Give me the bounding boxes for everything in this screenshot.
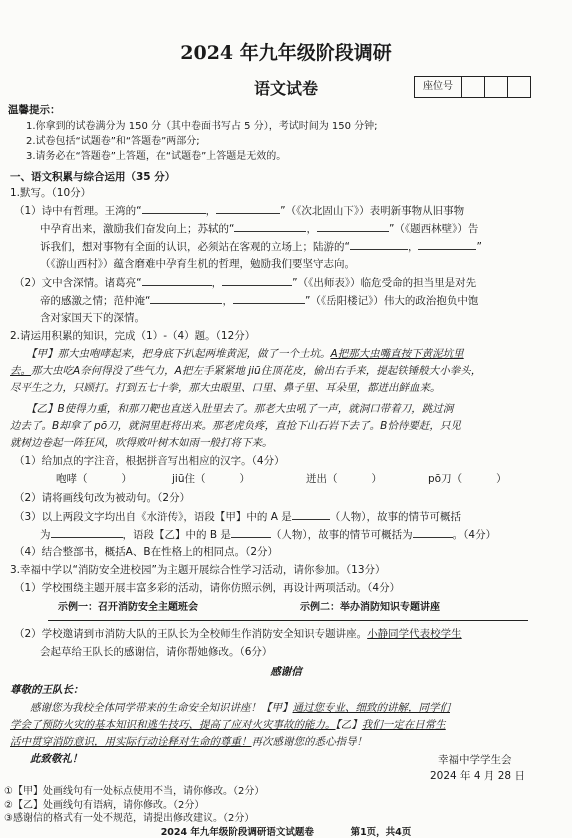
answer-blank[interactable]: [88, 471, 122, 482]
q1-2-line: [14, 274, 476, 290]
example-2: 示例二：举办消防知识专题讲座: [300, 602, 440, 613]
passage-b-line: 就树边卷起一阵狂风，吹得败叶树木如雨一般打将下来。: [10, 437, 273, 449]
answer-blank[interactable]: [317, 220, 389, 232]
answer-blank[interactable]: [142, 274, 212, 286]
page-subtitle: 语文试卷: [253, 79, 318, 98]
seat-cell: [485, 77, 508, 97]
seat-cell: [462, 77, 485, 97]
pinyin-word: jiū住（: [172, 473, 206, 485]
passage-a-text: 【甲】那大虫咆哮起来，把身底下扒起两堆黄泥，做了一个土坑。: [26, 348, 331, 360]
task-item: ②【乙】处画线句有语病，请你修改。（2分）: [4, 800, 205, 811]
question-title: 2.请运用积累的知识，完成（1）-（4）题。（12分）: [10, 330, 256, 342]
q3-1-title: （1）学校围绕主题开展丰富多彩的活动，请你仿照示例，再设计两项活动。（4分）: [14, 582, 401, 594]
answer-blank[interactable]: [350, 238, 408, 250]
passage-b-line: 【乙】B使得力重，和那刀靶也直送入肚里去了。那老大虫吼了一声，就洞口带着刀，跳过涧: [26, 403, 454, 415]
hint-item: 3.请务必在“答题卷”上答题，在“试题卷”上答题是无效的。: [26, 151, 287, 162]
q1-1-text: 中孕育出来，激励我们奋发向上；苏轼的“: [40, 223, 235, 235]
footer-page: 第1页，共4页: [350, 827, 412, 838]
example-1: 示例一：召开消防安全主题班会: [58, 602, 198, 613]
answer-blank[interactable]: [206, 471, 240, 482]
task-item: ③感谢信的格式有一处不规范，请提出修改建议。（2分）: [4, 813, 255, 824]
q1-2-text: （2）文中含深情。诸葛亮“: [14, 277, 142, 289]
q2-3-line: [14, 508, 461, 524]
paren: ）: [121, 473, 132, 485]
answer-blank[interactable]: [234, 220, 306, 232]
answer-blank[interactable]: [216, 202, 280, 214]
letter-line: [30, 700, 450, 715]
answer-blank[interactable]: [222, 274, 292, 286]
letter-line: [10, 734, 367, 749]
paren: ）: [496, 473, 507, 485]
letter-text: 【乙】: [335, 719, 362, 731]
seat-cell: [508, 77, 530, 97]
paren: ）: [239, 473, 250, 485]
q2-3-text: （人物），故事的情节可概括为: [270, 529, 413, 541]
underlined-sentence: 通过您专业、细致的讲解，同学们: [292, 702, 450, 714]
pinyin-item: [428, 471, 507, 486]
q1-1-text: ”（《题西林壁》）告: [388, 223, 479, 235]
page-title: 2024 年九年级阶段调研: [180, 42, 392, 64]
seat-label: 座位号: [415, 77, 462, 97]
q3-2-text: （2）学校邀请到市消防大队的王队长为全校师生作消防安全知识专题讲座。: [14, 628, 368, 640]
q1-1-text: ”: [476, 241, 482, 253]
answer-blank[interactable]: [418, 238, 476, 250]
q2-2: （2）请将画线句改为被动句。（2分）: [14, 492, 191, 504]
q3-2-line: 会起草给王队长的感谢信，请你帮她修改。（6分）: [40, 646, 273, 658]
q1-2-text: ”（《出师表》）临危受命的担当里是对先: [292, 277, 477, 289]
answer-blank[interactable]: [150, 292, 222, 304]
answer-blank[interactable]: [233, 292, 305, 304]
q1-1-line: [40, 238, 482, 254]
pinyin-item: [306, 471, 382, 486]
q1-1-comma: ，: [306, 223, 317, 235]
answer-blank[interactable]: [292, 508, 330, 520]
passage-a-line: [10, 363, 481, 378]
q2-3-text: ，语段【乙】中的 B 是: [122, 529, 231, 541]
hint-item: 1.你拿到的试卷满分为 150 分（其中卷面书写占 5 分），考试时间为 150 分钟;: [26, 121, 378, 132]
letter-greeting: 尊敬的王队长：: [10, 684, 84, 696]
seat-number-box: [414, 76, 531, 98]
pinyin-word: 迸出（: [306, 473, 338, 485]
q2-3-text: 。（4分）: [452, 529, 497, 541]
q1-2-comma: ，: [211, 277, 223, 289]
letter-date: 2024 年 4 月 28 日: [430, 770, 525, 782]
paren: ）: [371, 473, 382, 485]
letter-text: 感谢您为我校全体同学带来的生命安全知识讲座！【甲】: [30, 702, 293, 714]
underlined-sentence: 学会了预防火灾的基本知识和逃生技巧、提高了应对火灾事故的能力。: [10, 719, 336, 731]
letter-title: 感谢信: [270, 666, 302, 678]
letter-closing: 此致敬礼！: [30, 753, 83, 765]
pinyin-item: [172, 471, 250, 486]
underlined-sentence: 去。: [10, 365, 31, 377]
q1-1-comma: ，: [205, 205, 217, 217]
q1-1-line: （《游山西村》）蕴含磨难中孕育生机的哲理，勉励我们要坚守志向。: [40, 258, 355, 270]
q1-2-comma: ，: [222, 295, 233, 307]
answer-blank[interactable]: [231, 526, 271, 538]
letter-signature: 幸福中学学生会: [438, 754, 512, 766]
q1-2-text: 帝的感激之情；范仲淹“: [40, 295, 151, 307]
q2-3-line: [40, 526, 496, 542]
answer-blank[interactable]: [338, 471, 372, 482]
answer-blank[interactable]: [413, 526, 453, 538]
passage-a-line: 尽平生之力，只顾打。打到五七十拳，那大虫眼里、口里、鼻子里、耳朵里，都迸出鲜血来。: [10, 382, 441, 394]
answer-blank[interactable]: [51, 526, 123, 538]
pinyin-word: pō刀（: [428, 473, 463, 485]
passage-a-line: [26, 346, 464, 361]
letter-line: [10, 717, 446, 732]
q1-1-comma: ，: [407, 241, 419, 253]
answer-blank[interactable]: [462, 471, 496, 482]
page-footer: [0, 824, 572, 838]
answer-line[interactable]: [48, 620, 528, 621]
q1-1-line: [40, 220, 478, 236]
pinyin-item: [56, 471, 132, 486]
pinyin-word: 咆哮（: [56, 473, 88, 485]
q3-2-text: 小静同学代表校学生: [367, 628, 462, 640]
q1-1-text: 诉我们，想对事物有全面的认识，必须站在客观的立场上；陆游的“: [40, 241, 350, 253]
section-title: 一、语文积累与综合运用（35 分）: [10, 171, 176, 183]
q1-1-text: （1）诗中有哲理。王湾的“: [14, 205, 142, 217]
question-title: 1.默写。（10分）: [10, 187, 92, 199]
q1-2-line: 含对家国天下的深情。: [40, 312, 145, 324]
q2-4: （4）结合整部书，概括A、B在性格上的相同点。（2分）: [14, 546, 278, 558]
q1-2-line: [40, 292, 478, 308]
q2-3-text: （人物），故事的情节可概括: [329, 511, 462, 523]
q1-1-text: ”（《次北固山下》）表明新事物从旧事物: [280, 205, 465, 217]
underlined-sentence: 我们一定在日常生: [361, 719, 446, 731]
q2-3-text: 为: [40, 529, 51, 541]
q2-3-text: （3）以上两段文字均出自《水浒传》，语段【甲】中的 A 是: [14, 511, 292, 523]
passage-b-line: 边去了。B却拿了 pō刀，就洞里赶将出来。那老虎负疼，直抢下山石岩下去了。B恰待要赶，只见: [10, 420, 461, 432]
underlined-sentence: A把那大虫嘴直按下黄泥坑里: [330, 348, 464, 360]
task-item: ①【甲】处画线句有一处标点使用不当，请你修改。（2分）: [4, 786, 265, 797]
footer-title: 2024 年九年级阶段调研语文试题卷: [160, 827, 314, 838]
question-title: 3.幸福中学以“消防安全进校园”为主题开展综合性学习活动，请你参加。（13分）: [10, 564, 386, 576]
answer-blank[interactable]: [142, 202, 206, 214]
q2-1-title: （1）给加点的字注音，根据拼音写出相应的汉字。（4分）: [14, 455, 285, 467]
underlined-sentence: 活中贯穿消防意识，用实际行动诠释对生命的尊重！: [10, 736, 252, 748]
q1-1-line: [14, 202, 464, 218]
hints-title: 温馨提示：: [8, 104, 61, 116]
q3-2-line: [14, 626, 462, 641]
passage-a-text: 那大虫吃A奈何得没了些气力，A把左手紧紧地 jiū住顶花皮，偷出右手来，提起铁锤般大小拳头，: [31, 365, 482, 377]
letter-text: 再次感谢您的悉心指导！: [251, 736, 367, 748]
hint-item: 2.试卷包括“试题卷”和“答题卷”两部分;: [26, 136, 200, 147]
q1-2-text: ”（《岳阳楼记》）伟大的政治抱负中饱: [304, 295, 479, 307]
